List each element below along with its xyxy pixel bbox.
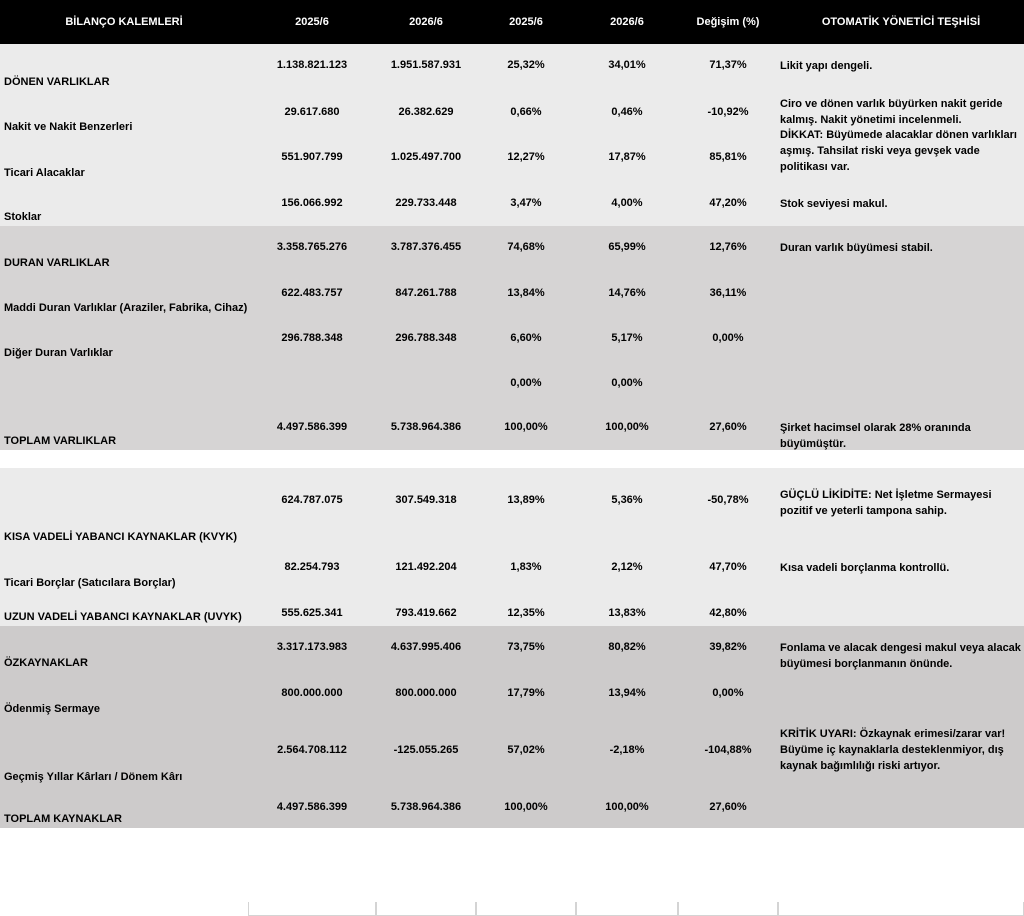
header-2025-value[interactable]: 2025/6 xyxy=(295,16,329,28)
cell-2026-percent[interactable]: 100,00% xyxy=(605,421,649,433)
cell-diagnosis[interactable]: Likit yapı dengeli. xyxy=(780,60,873,72)
cell-2025-percent[interactable]: 6,60% xyxy=(510,332,542,344)
separator-cell xyxy=(778,902,1024,916)
cell-change[interactable]: 12,76% xyxy=(709,241,747,253)
cell-2026-percent[interactable]: 13,83% xyxy=(608,607,646,619)
cell-2025-value[interactable]: 296.788.348 xyxy=(281,332,343,344)
cell-2026-value[interactable]: 229.733.448 xyxy=(395,197,457,209)
cell-2025-percent[interactable]: 100,00% xyxy=(504,421,548,433)
row-label[interactable]: ÖZKAYNAKLAR xyxy=(4,657,88,669)
header-2025-percent[interactable]: 2025/6 xyxy=(509,16,543,28)
cell-change[interactable]: -10,92% xyxy=(707,106,749,118)
cell-change[interactable]: -104,88% xyxy=(704,744,752,756)
cell-2026-value[interactable]: 307.549.318 xyxy=(395,494,457,506)
cell-change[interactable]: 47,70% xyxy=(709,561,747,573)
cell-diagnosis[interactable]: Duran varlık büyümesi stabil. xyxy=(780,242,933,254)
cell-2025-value[interactable]: 1.138.821.123 xyxy=(276,59,348,71)
cell-2026-value[interactable]: 1.951.587.931 xyxy=(390,59,462,71)
cell-2025-percent[interactable]: 1,83% xyxy=(510,561,542,573)
cell-diagnosis[interactable]: KRİTİK UYARI: Özkaynak erimesi/zarar var! Büyüme iç kaynaklarla desteklenmiyor, dış kaynak bağımlılığı riski artıyor. xyxy=(780,728,1006,772)
cell-2025-percent[interactable]: 100,00% xyxy=(504,801,548,813)
cell-2025-value[interactable]: 4.497.586.399 xyxy=(276,421,348,433)
cell-2026-value[interactable]: 847.261.788 xyxy=(395,287,457,299)
table-row xyxy=(0,182,1024,226)
cell-2025-value[interactable]: 156.066.992 xyxy=(281,197,343,209)
cell-change[interactable]: -50,78% xyxy=(707,494,749,506)
header-2026-value[interactable]: 2026/6 xyxy=(409,16,443,28)
row-label[interactable]: UZUN VADELİ YABANCI KAYNAKLAR (UVYK) xyxy=(4,611,242,623)
cell-2026-value[interactable]: 296.788.348 xyxy=(395,332,457,344)
separator-row xyxy=(0,450,1024,468)
separator-cell xyxy=(678,902,778,916)
table-row xyxy=(0,226,1024,272)
row-label[interactable]: Maddi Duran Varlıklar (Araziler, Fabrika, Cihaz) xyxy=(4,302,248,314)
cell-diagnosis[interactable]: Stok seviyesi makul. xyxy=(780,198,888,210)
row-label[interactable]: TOPLAM KAYNAKLAR xyxy=(4,813,122,825)
cell-2026-value[interactable]: 5.738.964.386 xyxy=(390,801,462,813)
cell-2026-value[interactable]: 3.787.376.455 xyxy=(390,241,462,253)
cell-2026-value[interactable]: -125.055.265 xyxy=(393,744,459,756)
row-label[interactable]: Ödenmiş Sermaye xyxy=(4,703,100,715)
cell-2026-value[interactable]: 5.738.964.386 xyxy=(390,421,462,433)
cell-2025-percent[interactable]: 17,79% xyxy=(507,687,545,699)
cell-2025-percent[interactable]: 74,68% xyxy=(507,241,545,253)
row-label[interactable]: KISA VADELİ YABANCI KAYNAKLAR (KVYK) xyxy=(4,531,238,543)
cell-change[interactable]: 39,82% xyxy=(709,641,747,653)
cell-change[interactable]: 71,37% xyxy=(709,59,747,71)
cell-change[interactable]: 36,11% xyxy=(709,287,747,299)
row-label[interactable]: TOPLAM VARLIKLAR xyxy=(4,435,117,447)
cell-2026-percent[interactable]: 34,01% xyxy=(608,59,646,71)
cell-diagnosis[interactable]: DİKKAT: Büyümede alacaklar dönen varlıkları aşmış. Tahsilat riski veya gevşek vade politikası var. xyxy=(780,129,1017,173)
row-label[interactable]: Ticari Borçlar (Satıcılara Borçlar) xyxy=(4,577,176,589)
header-item[interactable]: BİLANÇO KALEMLERİ xyxy=(65,16,183,28)
cell-2025-percent[interactable]: 73,75% xyxy=(507,641,545,653)
table-row xyxy=(0,129,1024,182)
cell-2026-percent[interactable]: 5,36% xyxy=(611,494,643,506)
cell-change[interactable]: 27,60% xyxy=(709,421,747,433)
row-label[interactable]: Ticari Alacaklar xyxy=(4,167,85,179)
cell-2026-percent[interactable]: 17,87% xyxy=(608,151,646,163)
table-row xyxy=(0,317,1024,362)
table-row xyxy=(0,468,1024,546)
cell-2026-value[interactable]: 121.492.204 xyxy=(395,561,457,573)
cell-2025-percent[interactable]: 13,89% xyxy=(507,494,545,506)
cell-2025-value[interactable]: 2.564.708.112 xyxy=(277,744,347,756)
cell-2025-value[interactable]: 622.483.757 xyxy=(281,287,343,299)
cell-2025-percent[interactable]: 25,32% xyxy=(507,59,545,71)
table-row xyxy=(0,626,1024,672)
cell-2026-value[interactable]: 793.419.662 xyxy=(395,607,457,619)
table-row xyxy=(0,718,1024,786)
cell-2026-percent[interactable]: 0,46% xyxy=(611,106,643,118)
cell-2025-value[interactable]: 3.358.765.276 xyxy=(276,241,348,253)
row-label[interactable]: Nakit ve Nakit Benzerleri xyxy=(4,121,133,133)
row-label[interactable]: DURAN VARLIKLAR xyxy=(4,257,110,269)
table-row xyxy=(0,786,1024,828)
cell-2025-value[interactable]: 624.787.075 xyxy=(281,494,343,506)
separator-cell xyxy=(376,902,476,916)
row-label[interactable]: DÖNEN VARLIKLAR xyxy=(4,76,110,88)
cell-diagnosis[interactable]: Şirket hacimsel olarak 28% oranında büyümüştür. xyxy=(780,422,971,450)
cell-change[interactable]: 0,00% xyxy=(712,332,744,344)
table-row xyxy=(0,44,1024,91)
cell-2026-percent[interactable]: 4,00% xyxy=(611,197,643,209)
cell-2026-value[interactable]: 800.000.000 xyxy=(395,687,457,699)
cell-2026-percent[interactable]: -2,18% xyxy=(609,744,645,756)
cell-2026-percent[interactable]: 65,99% xyxy=(608,241,646,253)
cell-change[interactable]: 85,81% xyxy=(709,151,747,163)
table-row xyxy=(0,272,1024,317)
cell-2025-percent[interactable]: 12,35% xyxy=(507,607,545,619)
header-2026-percent[interactable]: 2026/6 xyxy=(610,16,644,28)
cell-2025-percent[interactable]: 0,00% xyxy=(510,377,542,389)
cell-diagnosis[interactable]: Kısa vadeli borçlanma kontrollü. xyxy=(780,562,950,574)
table-row xyxy=(0,362,1024,406)
header-change[interactable]: Değişim (%) xyxy=(696,16,760,28)
header-diagnosis[interactable]: OTOMATİK YÖNETİCİ TEŞHİSİ xyxy=(821,16,981,28)
separator-cell xyxy=(576,902,678,916)
table-row xyxy=(0,672,1024,718)
cell-2026-percent[interactable]: 100,00% xyxy=(605,801,649,813)
cell-2025-value[interactable]: 82.254.793 xyxy=(284,561,340,573)
separator-cell xyxy=(248,902,376,916)
cell-change[interactable]: 27,60% xyxy=(709,801,747,813)
cell-change[interactable]: 42,80% xyxy=(709,607,747,619)
table-row xyxy=(0,406,1024,450)
cell-2026-value[interactable]: 4.637.995.406 xyxy=(390,641,462,653)
cell-2026-value[interactable]: 26.382.629 xyxy=(398,106,454,118)
cell-2025-value[interactable]: 800.000.000 xyxy=(281,687,343,699)
cell-2025-percent[interactable]: 57,02% xyxy=(507,744,545,756)
table-row xyxy=(0,546,1024,592)
header-row xyxy=(0,0,1024,44)
cell-2025-percent[interactable]: 13,84% xyxy=(507,287,545,299)
row-label[interactable]: Stoklar xyxy=(4,211,42,223)
cell-2026-percent[interactable]: 80,82% xyxy=(608,641,646,653)
cell-2026-percent[interactable]: 13,94% xyxy=(608,687,646,699)
cell-2025-value[interactable]: 555.625.341 xyxy=(281,607,343,619)
cell-change[interactable]: 47,20% xyxy=(709,197,747,209)
cell-2025-value[interactable]: 3.317.173.983 xyxy=(276,641,348,653)
cell-2026-percent[interactable]: 14,76% xyxy=(608,287,646,299)
row-label[interactable]: Diğer Duran Varlıklar xyxy=(4,347,113,359)
cell-change[interactable]: 0,00% xyxy=(712,687,744,699)
cell-2025-percent[interactable]: 0,66% xyxy=(510,106,542,118)
cell-diagnosis[interactable]: GÜÇLÜ LİKİDİTE: Net İşletme Sermayesi pozitif ve yeterli tampona sahip. xyxy=(780,489,992,517)
cell-2026-percent[interactable]: 0,00% xyxy=(611,377,643,389)
separator-cell xyxy=(476,902,576,916)
cell-2026-percent[interactable]: 2,12% xyxy=(611,561,643,573)
cell-2026-percent[interactable]: 5,17% xyxy=(611,332,643,344)
cell-2025-value[interactable]: 551.907.799 xyxy=(281,151,343,163)
table-row xyxy=(0,592,1024,626)
cell-diagnosis[interactable]: Fonlama ve alacak dengesi makul veya alacak büyümesi borçlanmanın önünde. xyxy=(780,642,1021,670)
cell-2025-percent[interactable]: 12,27% xyxy=(507,151,545,163)
cell-2025-value[interactable]: 29.617.680 xyxy=(284,106,340,118)
row-label[interactable]: Geçmiş Yıllar Kârları / Dönem Kârı xyxy=(4,771,183,783)
cell-2025-value[interactable]: 4.497.586.399 xyxy=(276,801,348,813)
cell-diagnosis[interactable]: Ciro ve dönen varlık büyürken nakit geride kalmış. Nakit yönetimi incelenmeli. xyxy=(780,98,1003,126)
cell-2026-value[interactable]: 1.025.497.700 xyxy=(390,151,462,163)
cell-2025-percent[interactable]: 3,47% xyxy=(510,197,542,209)
